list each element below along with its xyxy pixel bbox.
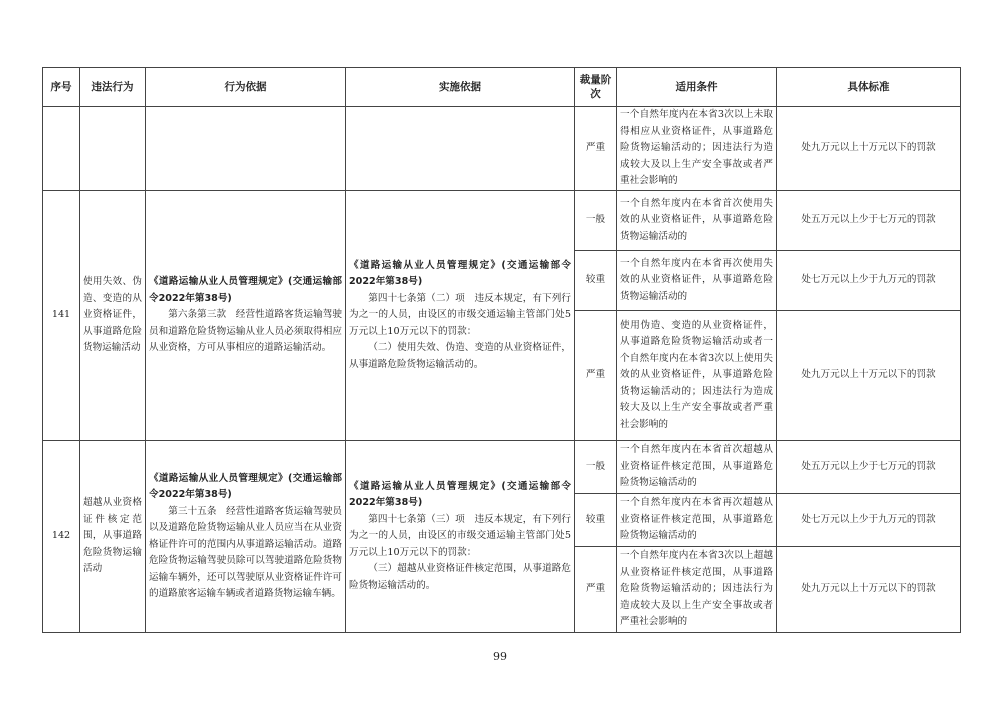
cell-level: 严重 — [575, 311, 617, 441]
cell-basis — [146, 441, 346, 633]
cell-standard: 处五万元以上少于七万元的罚款 — [777, 441, 961, 494]
cell-level: 严重 — [575, 107, 617, 191]
cell-condition: 一个自然年度内在本省3次以上未取得相应从业资格证件，从事道路危险货物运输活动的；因违法行为造成较大及以上生产安全事故或者严重社会影响的 — [617, 107, 777, 191]
basis-title: 《道路运输从业人员管理规定》(交通运输部令2022年第38号) — [149, 276, 342, 304]
cell-condition: 一个自然年度内在本省再次超越从业资格证件核定范围，从事道路危险货物运输活动的 — [617, 494, 777, 547]
cell-condition: 一个自然年度内在本省3次以上超越从业资格证件核定范围，从事道路危险货物运输活动的；因违法行为造成较大及以上生产安全事故或者严重社会影响的 — [617, 547, 777, 633]
impl-text: （二）使用失效、伪造、变造的从业资格证件，从事道路危险货物运输活动的。 — [349, 342, 571, 370]
impl-title: 《道路运输从业人员管理规定》(交通运输部令2022年第38号) — [349, 259, 571, 288]
cell-level: 一般 — [575, 191, 617, 251]
cell-level: 一般 — [575, 441, 617, 494]
cell-standard: 处七万元以上少于九万元的罚款 — [777, 494, 961, 547]
cell-standard: 处九万元以上十万元以下的罚款 — [777, 547, 961, 633]
cell-standard: 处九万元以上十万元以下的罚款 — [777, 311, 961, 441]
impl-text: 第四十七条第（二）项 违反本规定，有下列行为之一的人员，由设区的市级交通运输主管部门处5万元以上10万元以下的罚款： — [349, 292, 571, 337]
table-header-row — [43, 68, 961, 107]
cell-level: 严重 — [575, 547, 617, 633]
cell-impl — [346, 107, 575, 191]
cell-no: 141 — [43, 191, 80, 441]
header-impl: 实施依据 — [346, 68, 575, 107]
cell-level: 较重 — [575, 494, 617, 547]
penalty-standard-table — [42, 67, 961, 633]
cell-condition: 一个自然年度内在本省首次超越从业资格证件核定范围，从事道路危险货物运输活动的 — [617, 441, 777, 494]
basis-text: 第三十五条 经营性道路客货运输驾驶员以及道路危险货物运输从业人员应当在从业资格证件许可的范围内从事道路运输活动。道路危险货物运输驾驶员除可以驾驶道路危险货物运输车辆外，还可以驾驶原从业资格证件许可的道路旅客运输车辆或者道路货物运输车辆。 — [149, 505, 342, 599]
header-no: 序号 — [43, 68, 80, 107]
table-row — [43, 191, 961, 251]
cell-level: 较重 — [575, 251, 617, 311]
header-violation: 违法行为 — [80, 68, 146, 107]
cell-violation: 使用失效、伪造、变造的从业资格证件，从事道路危险货物运输活动 — [80, 191, 146, 441]
basis-title: 《道路运输从业人员管理规定》(交通运输部令2022年第38号) — [149, 472, 342, 500]
cell-condition: 使用伪造、变造的从业资格证件，从事道路危险货物运输活动或者一个自然年度内在本省3次以上使用失效的从业资格证件，从事道路危险货物运输活动的；因违法行为造成较大及以上生产安全事故或者严重社会影响的 — [617, 311, 777, 441]
impl-text: （三）超越从业资格证件核定范围，从事道路危险货物运输活动的。 — [349, 563, 571, 591]
header-standard: 具体标准 — [777, 68, 961, 107]
cell-violation — [80, 107, 146, 191]
table-row — [43, 107, 961, 191]
cell-impl — [346, 441, 575, 633]
header-level: 裁量阶次 — [575, 68, 617, 107]
cell-standard: 处九万元以上十万元以下的罚款 — [777, 107, 961, 191]
header-basis: 行为依据 — [146, 68, 346, 107]
impl-title: 《道路运输从业人员管理规定》(交通运输部令2022年第38号) — [349, 480, 571, 509]
header-condition: 适用条件 — [617, 68, 777, 107]
cell-condition: 一个自然年度内在本省再次使用失效的从业资格证件，从事道路危险货物运输活动的 — [617, 251, 777, 311]
cell-violation: 超越从业资格证件核定范围，从事道路危险货物运输活动 — [80, 441, 146, 633]
cell-standard: 处七万元以上少于九万元的罚款 — [777, 251, 961, 311]
page-number: 99 — [493, 650, 507, 663]
cell-basis — [146, 107, 346, 191]
cell-no: 142 — [43, 441, 80, 633]
cell-no — [43, 107, 80, 191]
impl-text: 第四十七条第（三）项 违反本规定，有下列行为之一的人员，由设区的市级交通运输主管部门处5万元以上10万元以下的罚款： — [349, 513, 571, 558]
table-row — [43, 441, 961, 494]
basis-text: 第六条第三款 经营性道路客货运输驾驶员和道路危险货物运输从业人员必须取得相应从业资格，方可从事相应的道路运输活动。 — [149, 309, 342, 354]
cell-standard: 处五万元以上少于七万元的罚款 — [777, 191, 961, 251]
cell-impl — [346, 191, 575, 441]
cell-basis — [146, 191, 346, 441]
cell-condition: 一个自然年度内在本省首次使用失效的从业资格证件，从事道路危险货物运输活动的 — [617, 191, 777, 251]
